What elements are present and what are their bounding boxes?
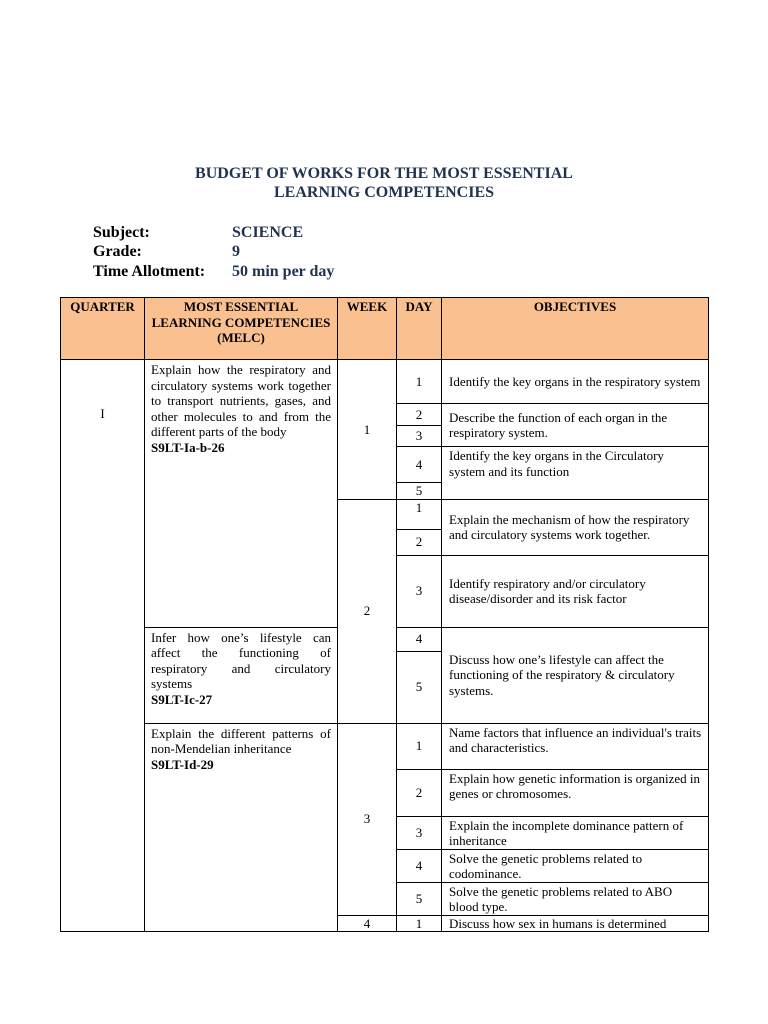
objective-cell: Explain the mechanism of how the respiratory and circulatory systems work together. xyxy=(442,499,709,555)
objective-cell: Identify the key organs in the Circulatory system and its function xyxy=(442,447,709,500)
document-title-line1: BUDGET OF WORKS FOR THE MOST ESSENTIAL xyxy=(195,165,573,182)
day-cell: 1 xyxy=(397,723,442,769)
budget-of-works-table xyxy=(60,297,709,932)
table-row xyxy=(61,723,709,769)
melc-cell-3 xyxy=(145,723,338,932)
objective-cell: Solve the genetic problems related to ABO blood type. xyxy=(442,882,709,915)
objective-cell: Name factors that influence an individual's traits and characteristics. xyxy=(442,723,709,769)
week-cell: 2 xyxy=(338,499,397,723)
melc-text: Explain the different patterns of non-Mendelian inheritance xyxy=(151,725,331,756)
melc-code: S9LT-Ic-27 xyxy=(151,691,213,707)
day-cell: 3 xyxy=(397,426,442,447)
week-cell: 4 xyxy=(338,915,397,932)
week-cell: 1 xyxy=(338,360,397,500)
day-cell: 3 xyxy=(397,816,442,849)
melc-code: S9LT-Id-29 xyxy=(151,756,214,772)
week-cell: 3 xyxy=(338,723,397,915)
header-week: WEEK xyxy=(338,298,397,360)
subject-label: Subject: xyxy=(93,224,150,241)
day-cell: 4 xyxy=(397,447,442,483)
day-cell: 2 xyxy=(397,404,442,426)
day-cell: 1 xyxy=(397,499,442,529)
objective-cell: Discuss how sex in humans is determined xyxy=(442,915,709,932)
header-objectives: OBJECTIVES xyxy=(442,298,709,360)
objective-cell: Identify respiratory and/or circulatory disease/disorder and its risk factor xyxy=(442,555,709,627)
melc-text: Infer how one’s lifestyle can affect the functioning of respiratory and circulatory systems xyxy=(151,629,331,691)
day-cell: 2 xyxy=(397,529,442,555)
header-quarter: QUARTER xyxy=(61,298,145,360)
melc-code: S9LT-Ia-b-26 xyxy=(151,439,225,455)
grade-value: 9 xyxy=(232,243,240,260)
day-cell: 4 xyxy=(397,627,442,651)
objective-cell: Identify the key organs in the respiratory system xyxy=(442,360,709,404)
objective-cell: Solve the genetic problems related to codominance. xyxy=(442,849,709,882)
grade-label: Grade: xyxy=(93,243,142,260)
subject-value: SCIENCE xyxy=(232,224,304,241)
objective-cell: Explain how genetic information is organized in genes or chromosomes. xyxy=(442,769,709,816)
day-cell: 1 xyxy=(397,915,442,932)
time-allotment-label: Time Allotment: xyxy=(93,263,206,280)
table-row xyxy=(61,360,709,404)
day-cell: 5 xyxy=(397,882,442,915)
document-title-line2: LEARNING COMPETENCIES xyxy=(273,184,495,201)
day-cell: 2 xyxy=(397,769,442,816)
melc-cell-2 xyxy=(145,627,338,723)
melc-text: Explain how the respiratory and circulatory systems work together to transport nutrients, gases, and other molecules to and from the different parts of the body xyxy=(151,362,331,439)
header-day: DAY xyxy=(397,298,442,360)
day-cell: 3 xyxy=(397,555,442,627)
melc-cell-1 xyxy=(145,360,338,628)
objective-cell: Describe the function of each organ in the respiratory system. xyxy=(442,404,709,447)
day-cell: 5 xyxy=(397,483,442,500)
day-cell: 1 xyxy=(397,360,442,404)
day-cell: 4 xyxy=(397,849,442,882)
table-header-row xyxy=(61,298,709,360)
time-allotment-value: 50 min per day xyxy=(232,263,335,280)
quarter-cell: I xyxy=(61,360,145,932)
header-melc: MOST ESSENTIAL LEARNING COMPETENCIES (MELC) xyxy=(145,298,338,360)
objective-cell: Discuss how one’s lifestyle can affect the functioning of the respiratory & circulatory systems. xyxy=(442,627,709,723)
objective-cell: Explain the incomplete dominance pattern of inheritance xyxy=(442,816,709,849)
day-cell: 5 xyxy=(397,651,442,723)
